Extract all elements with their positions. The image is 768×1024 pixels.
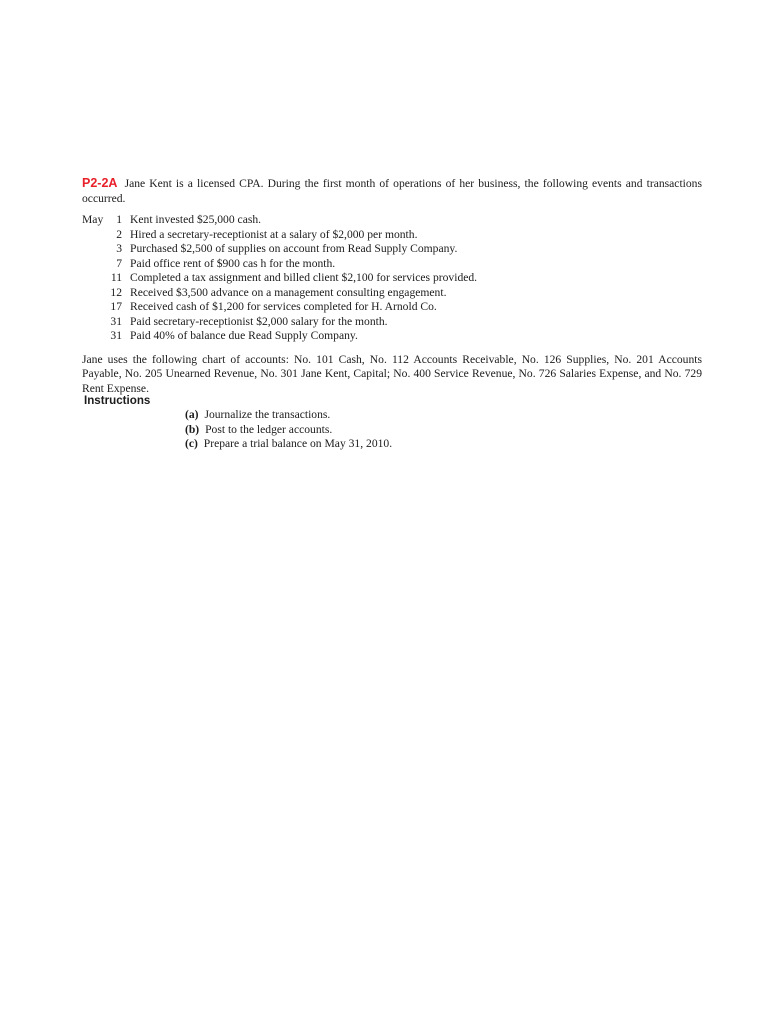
- chart-of-accounts: Jane uses the following chart of accounts: No. 101 Cash, No. 112 Accounts Receivable, No. 126 Supplies, No. 201 Accounts Payable, No. 205 Unearned Revenue, No. 301 Jane Kent, Capital; No. 400 Service Revenue, No. 726 Salaries Expense, and No. 729 Rent Expense.: [82, 352, 702, 395]
- instruction-label: (b): [185, 422, 200, 436]
- transaction-day: 7: [116, 256, 122, 270]
- transaction-day: 31: [110, 314, 122, 328]
- instruction-label: (a): [185, 408, 199, 421]
- problem-intro: [82, 176, 702, 206]
- instruction-text: Post to the ledger accounts.: [205, 422, 333, 436]
- transaction-text: Paid secretary-receptionist $2,000 salary for the month.: [130, 314, 388, 328]
- transaction-text: Completed a tax assignment and billed client $2,100 for services provided.: [130, 271, 478, 284]
- transaction-text: Received cash of $1,200 for services completed for H. Arnold Co.: [130, 300, 437, 313]
- transaction-row: [82, 242, 702, 257]
- transaction-month: May: [82, 213, 104, 226]
- instruction-item: [185, 408, 702, 423]
- transaction-day: 12: [110, 285, 122, 299]
- transaction-row: [82, 213, 702, 228]
- instruction-item: [185, 437, 702, 452]
- instructions-list: [185, 408, 702, 452]
- transaction-row: [82, 228, 702, 243]
- transaction-text: Purchased $2,500 of supplies on account from Read Supply Company.: [130, 242, 458, 255]
- transaction-day: 3: [116, 242, 122, 255]
- transaction-day: 11: [110, 271, 122, 284]
- transaction-row: [82, 315, 702, 330]
- transaction-day: 1: [116, 213, 122, 226]
- instruction-text: Journalize the transactions.: [204, 408, 331, 421]
- transaction-day: 31: [110, 329, 122, 342]
- problem-page: [82, 176, 702, 452]
- instruction-text: Prepare a trial balance on May 31, 2010.: [203, 437, 393, 450]
- transaction-row: [82, 300, 702, 315]
- transaction-text: Paid office rent of $900 cas h for the month.: [130, 256, 336, 270]
- problem-id: P2-2A: [82, 176, 118, 190]
- instruction-label: (c): [185, 437, 198, 450]
- transaction-row: [82, 271, 702, 286]
- transaction-day: 2: [116, 227, 122, 241]
- transaction-row: [82, 257, 702, 272]
- transaction-text: Hired a secretary-receptionist at a salary of $2,000 per month.: [130, 227, 418, 241]
- transaction-row: [82, 329, 702, 344]
- instruction-item: [185, 423, 702, 438]
- instructions-heading: Instructions: [84, 394, 151, 407]
- problem-intro-text: Jane Kent is a licensed CPA. During the first month of operations of her business, the following events and transactions occurred.: [82, 177, 702, 205]
- transaction-day: 17: [110, 300, 122, 313]
- transaction-row: [82, 286, 702, 301]
- transaction-text: Received $3,500 advance on a management consulting engagement.: [130, 285, 447, 299]
- transaction-text: Paid 40% of balance due Read Supply Company.: [130, 329, 358, 342]
- transaction-text: Kent invested $25,000 cash.: [130, 213, 262, 226]
- transaction-list: [82, 213, 702, 344]
